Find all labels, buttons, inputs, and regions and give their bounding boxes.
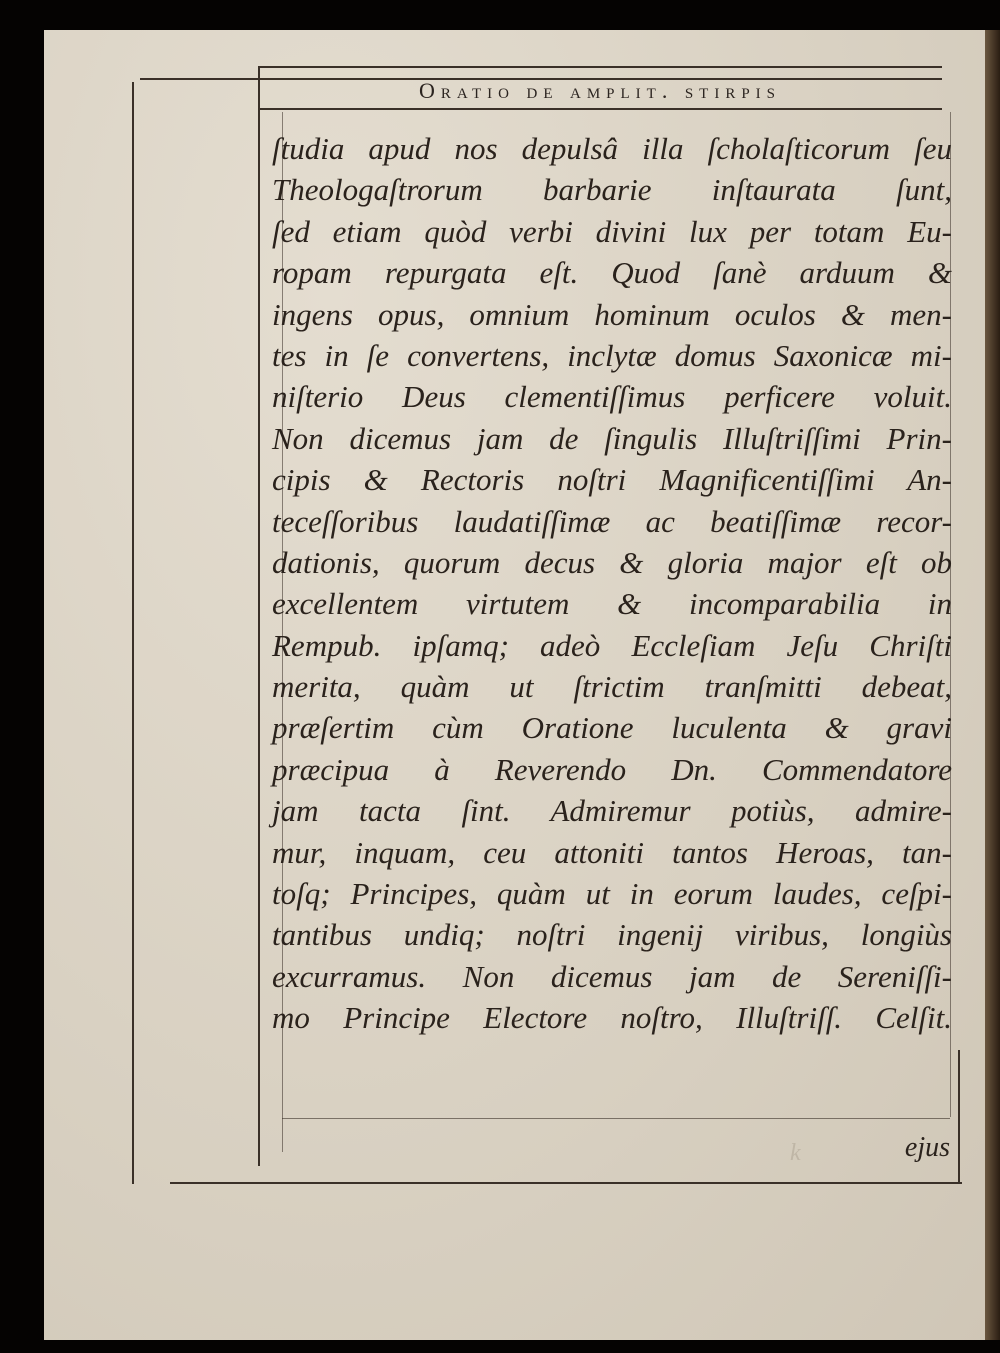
catchword: ejus (904, 1132, 950, 1163)
inner-rule-left (258, 66, 260, 1166)
text-line: ropam repurgata eſt. Quod ſanè arduum & (272, 255, 952, 291)
text-line: excurramus. Non dicemus jam de Sereniſſi- (272, 958, 952, 994)
text-line: tes in ſe convertens, inclytæ domus Saxonicæ mi- (272, 337, 952, 373)
text-line: ſed etiam quòd verbi divini lux per totam Eu- (272, 213, 952, 249)
text-rule-bottom (282, 1118, 950, 1119)
text-line: merita, quàm ut ſtrictim tranſmitti debeat, (272, 669, 952, 705)
head-rule-bottom (258, 108, 942, 110)
text-line: excellentem virtutem & incomparabilia in (272, 586, 952, 622)
text-line: præcipua à Reverendo Dn. Commendatore (272, 751, 952, 787)
text-line: ingens opus, omnium hominum oculos & men- (272, 296, 952, 332)
text-line: toſq; Principes, quàm ut in eorum laudes, ceſpi- (272, 876, 952, 912)
faint-show-through-mark: k (790, 1140, 801, 1166)
outer-rule-bottom (170, 1182, 962, 1184)
text-line: ſtudia apud nos depulsâ illa ſcholaſticorum ſeu (272, 131, 952, 166)
text-line: jam tacta ſint. Admiremur potiùs, admire- (272, 793, 952, 829)
outer-rule-right (958, 1050, 960, 1182)
text-line: teceſſoribus laudatiſſimæ ac beatiſſimæ recor- (272, 503, 952, 539)
text-line: præſertim cùm Oratione luculenta & gravi (272, 710, 952, 746)
text-line: niſterio Deus clementiſſimus perficere voluit. (272, 379, 952, 415)
outer-rule-left (132, 82, 134, 1184)
text-line: Theologaſtrorum barbarie inſtaurata ſunt, (272, 172, 952, 208)
text-line: dationis, quorum decus & gloria major eſt ob (272, 544, 952, 580)
text-line: mur, inquam, ceu attoniti tantos Heroas, tan- (272, 834, 952, 870)
text-line: cipis & Rectoris noſtri Magnificentiſſimi An- (272, 462, 952, 498)
text-line: tantibus undiq; noſtri ingenij viribus, longiùs (272, 917, 952, 953)
text-line: Rempub. ipſamq; adeò Eccleſiam Jeſu Chriſti (272, 627, 952, 663)
text-line: Non dicemus jam de ſingulis Illuſtriſſimi Prin- (272, 420, 952, 456)
running-head: Oratio de amplit. stirpis (418, 78, 782, 103)
inner-rule-top (258, 66, 942, 68)
page-edge (985, 30, 1000, 1340)
text-line: mo Principe Electore noſtro, Illuſtriſſ. Celſit. (272, 1000, 952, 1036)
body-text (272, 128, 952, 1039)
